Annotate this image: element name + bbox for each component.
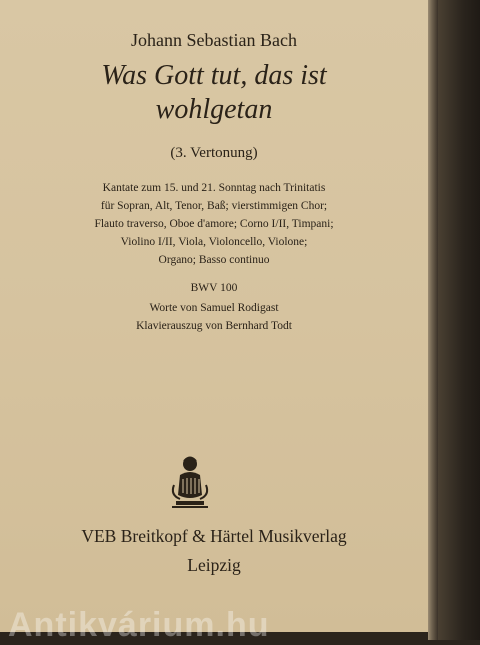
description-line: Organo; Basso continuo — [158, 254, 270, 266]
description-line: Kantate zum 15. und 21. Sonntag nach Trinitatis — [102, 182, 326, 194]
arrangement-credit: Klavierauszug von Bernhard Todt — [136, 320, 292, 332]
publisher-emblem-icon — [168, 455, 212, 513]
description-line: Violino I/II, Viola, Violoncello, Violone; — [120, 236, 308, 248]
work-title-line-2: wohlgetan — [155, 94, 273, 125]
watermark-text: Antikvárium.hu — [8, 606, 270, 644]
lyrics-credit: Worte von Samuel Rodigast — [149, 302, 279, 314]
publisher-city: Leipzig — [187, 555, 241, 575]
page-edge — [428, 0, 438, 640]
catalog-number: BWV 100 — [190, 282, 238, 294]
description-line: für Sopran, Alt, Tenor, Baß; vierstimmigen Chor; — [100, 200, 328, 212]
publisher-name: VEB Breitkopf & Härtel Musikverlag — [81, 526, 347, 546]
book-binding — [438, 0, 480, 640]
composer-name: Johann Sebastian Bach — [131, 30, 297, 50]
description-line: Flauto traverso, Oboe d'amore; Corno I/II, Timpani; — [94, 218, 334, 230]
work-title-line-1: Was Gott tut, das ist — [101, 60, 327, 91]
setting-subtitle: (3. Vertonung) — [170, 145, 258, 161]
